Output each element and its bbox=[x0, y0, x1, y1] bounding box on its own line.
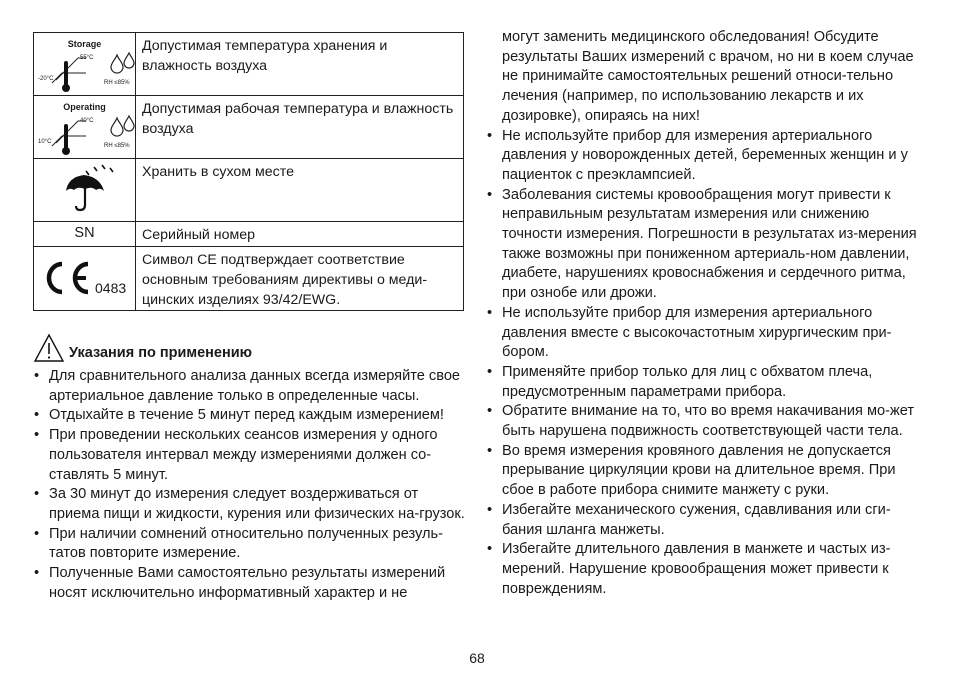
list-item: • Избегайте длительного давления в манжете и частых из-мерений. Нарушение кровообращения может привести к повреждениям. bbox=[486, 540, 926, 599]
list-item: • Для сравнительного анализа данных всегда измеряйте свое артериальное давление только в определенные часы. bbox=[33, 367, 465, 406]
page-number: 68 bbox=[469, 650, 485, 666]
list-item: • Обратите внимание на то, что во время накачивания мо-жет быть нарушена подвижность соответствующей части тела. bbox=[486, 402, 926, 441]
operating-conditions-icon: Operating 40°C 10°C RH ≤85% bbox=[34, 96, 136, 159]
table-row bbox=[34, 222, 464, 247]
right-bullet-list bbox=[486, 127, 926, 600]
right-column bbox=[486, 28, 926, 599]
list-item: • Не используйте прибор для измерения артериального давления у новорожденных детей, беременных женщин и у пациенток с преэклампсией. bbox=[486, 127, 926, 186]
warning-triangle-icon bbox=[33, 333, 65, 363]
dry-storage-description: Хранить в сухом месте bbox=[136, 159, 464, 222]
storage-description: Допустимая температура хранения и влажность воздуха bbox=[136, 33, 464, 96]
list-item: • Не используйте прибор для измерения артериального давления вместе с высокочастотным хирургическим при-бором. bbox=[486, 304, 926, 363]
ce-mark-icon bbox=[38, 249, 98, 309]
symbols-table bbox=[33, 32, 464, 311]
list-item: • Во время измерения кровяного давления не допускается прерывание циркуляции крови на длительное время. При сбое в работе прибора снимите манжету с руки. bbox=[486, 442, 926, 501]
list-item: • Применяйте прибор только для лиц с обхватом плеча, предусмотренным параметрами прибора. bbox=[486, 363, 926, 402]
list-item: • Заболевания системы кровообращения могут привести к неправильным результатам измерения или снижению точности измерения. Погрешности в результатах из-мерения также возможны при пониженном артериаль-ном давлении, диабете, нарушениях кровоснабжения и сердечного ритма, при ознобе или дрожи. bbox=[486, 186, 926, 304]
left-bullet-list bbox=[33, 367, 465, 603]
table-row bbox=[34, 96, 464, 159]
list-item: • Избегайте механического сужения, сдавливания или сги-бания шланга манжеты. bbox=[486, 501, 926, 540]
operating-description: Допустимая рабочая температура и влажность воздуха bbox=[136, 96, 464, 159]
list-item: • Отдыхайте в течение 5 минут перед каждым измерением! bbox=[33, 406, 465, 426]
icon-title: Storage bbox=[67, 39, 102, 49]
storage-conditions-icon: Storage 55°C -20°C RH ≤85% bbox=[34, 33, 136, 96]
serial-number-description: Серийный номер bbox=[136, 222, 464, 247]
serial-number-symbol: SN bbox=[74, 225, 95, 241]
ce-description: Символ CE подтверждает соответствие основным требованиям директивы о меди-цинских изделиях 93/42/EWG. bbox=[136, 247, 464, 311]
list-item: • Полученные Вами самостоятельно результаты измерений носят исключительно информативный характер и не bbox=[33, 564, 465, 603]
table-row bbox=[34, 33, 464, 96]
section-heading bbox=[33, 331, 465, 365]
list-item: • При наличии сомнений относительно полученных резуль-татов повторите измерение. bbox=[33, 525, 465, 564]
icon-title: Operating bbox=[63, 102, 106, 112]
notified-body-number: 0483 bbox=[95, 280, 127, 296]
section-title: Указания по применению bbox=[69, 345, 253, 361]
list-item: • При проведении нескольких сеансов измерения у одного пользователя интервал между измерениями должен со-ставлять 5 минут. bbox=[33, 426, 465, 485]
list-item: • За 30 минут до измерения следует воздерживаться от приема пищи и жидкости, курения или физических на-грузок. bbox=[33, 485, 465, 524]
umbrella-rain-icon bbox=[34, 159, 135, 216]
table-row bbox=[34, 247, 464, 311]
left-column bbox=[33, 32, 465, 603]
continued-paragraph: могут заменить медицинского обследования! Обсудите результаты Ваших измерений с врачом, но ни в коем случае не принимайте самостоятельных решений относи-тельно лечения (например, по использованию лекарств и их дозировке), опираясь на них! bbox=[502, 29, 914, 124]
table-row bbox=[34, 159, 464, 222]
